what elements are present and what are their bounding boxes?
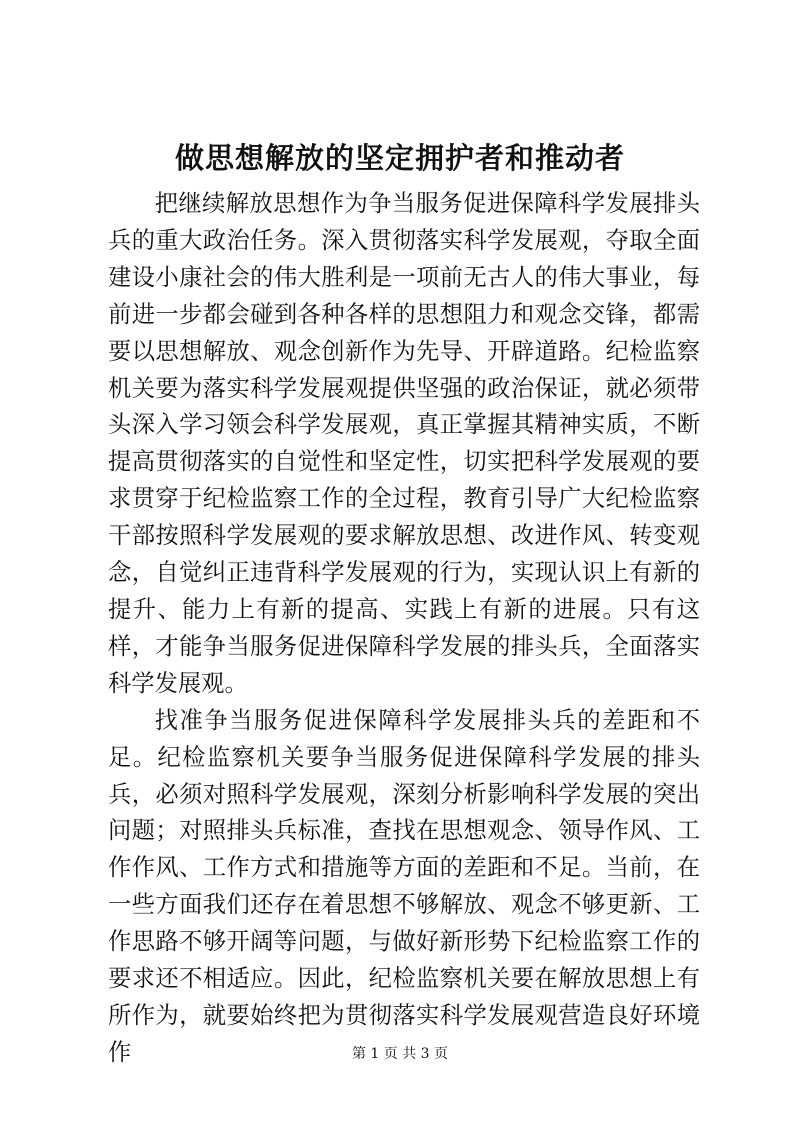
body-paragraph: 找准争当服务促进保障科学发展排头兵的差距和不足。纪检监察机关要争当服务促进保障科学发展的排头兵，必须对照科学发展观，深刻分析影响科学发展的突出问题；对照排头兵标准，查找在思想观念、领导作风、工作作风、工作方式和措施等方面的差距和不足。当前，在一些方面我们还存在着思想不够解放、观念不够更新、工作思路不够开阔等问题，与做好新形势下纪检监察工作的要求还不相适应。因此，纪检监察机关要在解放思想上有所作为，就要始终把为贯彻落实科学发展观营造良好环境作 bbox=[108, 706, 700, 1066]
document-body bbox=[108, 186, 700, 1072]
body-paragraph: 把继续解放思想作为争当服务促进保障科学发展排头兵的重大政治任务。深入贯彻落实科学发展观，夺取全面建设小康社会的伟大胜利是一项前无古人的伟大事业，每前进一步都会碰到各种各样的思想阻力和观念交锋，都需要以思想解放、观念创新作为先导、开辟道路。纪检监察机关要为落实科学发展观提供坚强的政治保证，就必须带头深入学习领会科学发展观，真正掌握其精神实质，不断提高贯彻落实的自觉性和坚定性，切实把科学发展观的要求贯穿于纪检监察工作的全过程，教育引导广大纪检监察干部按照科学发展观的要求解放思想、改进作风、转变观念，自觉纠正违背科学发展观的行为，实现认识上有新的提升、能力上有新的提高、实践上有新的进展。只有这样，才能争当服务促进保障科学发展的排头兵，全面落实科学发展观。 bbox=[108, 190, 700, 697]
page-number: 第 1 页 共 3 页 bbox=[351, 1046, 449, 1062]
page-footer bbox=[0, 1045, 800, 1063]
document-title: 做思想解放的坚定拥护者和推动者 bbox=[174, 141, 625, 175]
